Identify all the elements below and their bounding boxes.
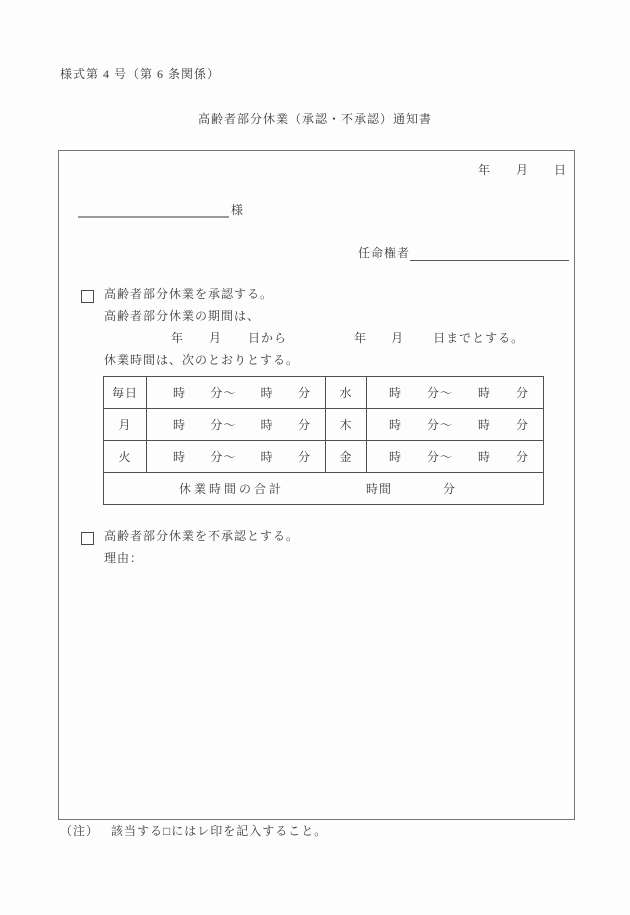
hour-label: 時: [173, 418, 187, 432]
appointer-label: 任命権者: [358, 246, 411, 260]
total-minutes-label: 分: [443, 482, 457, 496]
minute-to-label: 分: [297, 450, 311, 464]
time-cell-monday[interactable]: [147, 409, 326, 441]
minute-to-label: 分: [515, 450, 529, 464]
date-line: [478, 161, 567, 178]
date-day-label: 日: [553, 163, 567, 177]
footnote-label: （注）: [60, 824, 100, 838]
minute-to-label: 分: [297, 386, 311, 400]
hour-to-label: 時: [477, 386, 491, 400]
period-from-month: 月: [209, 331, 223, 345]
approve-label: 高齢者部分休業を承認する。: [104, 287, 274, 301]
day-label-thursday: 木: [326, 409, 367, 441]
time-cell-tuesday[interactable]: [147, 441, 326, 473]
day-label-monday: 月: [104, 409, 147, 441]
addressee-suffix: 様: [231, 203, 245, 217]
period-from-year: 年: [171, 331, 185, 345]
hour-to-label: 時: [260, 450, 274, 464]
hours-intro: 休業時間は、次のとおりとする。: [104, 353, 300, 367]
approve-checkbox[interactable]: [81, 290, 94, 303]
total-cell[interactable]: [104, 473, 544, 505]
period-to-day: 日までとする。: [433, 331, 525, 345]
table-total-row: [104, 473, 544, 505]
reason-label: 理由：: [104, 551, 144, 565]
time-cell-everyday[interactable]: [147, 377, 326, 409]
hour-label: 時: [173, 450, 187, 464]
day-label-wednesday: 水: [326, 377, 367, 409]
hour-label: 時: [389, 386, 403, 400]
day-label-tuesday: 火: [104, 441, 147, 473]
minute-from-label: 分～: [426, 386, 453, 400]
footnote-text: 該当する□にはレ印を記入すること。: [111, 824, 328, 838]
period-to-month: 月: [391, 331, 405, 345]
period-line: [104, 327, 524, 349]
table-row: [104, 441, 544, 473]
period-from-day: 日から: [248, 331, 288, 345]
time-cell-friday[interactable]: [367, 441, 544, 473]
day-label-friday: 金: [326, 441, 367, 473]
addressee-name-field[interactable]: [78, 201, 229, 218]
minute-from-label: 分～: [426, 418, 453, 432]
table-row: [104, 409, 544, 441]
table-row: [104, 377, 544, 409]
deny-label: 高齢者部分休業を不承認とする。: [104, 529, 300, 543]
hour-label: 時: [389, 450, 403, 464]
date-month-label: 月: [515, 163, 529, 177]
footnote: [60, 822, 327, 839]
hour-to-label: 時: [477, 418, 491, 432]
minute-to-label: 分: [297, 418, 311, 432]
approval-section: [104, 283, 524, 371]
addressee-line: [78, 201, 244, 218]
form-frame: [58, 150, 575, 820]
hour-to-label: 時: [260, 386, 274, 400]
minute-from-label: 分～: [210, 450, 237, 464]
total-label: 休業時間の合計: [179, 482, 285, 496]
appointer-line: [358, 244, 569, 261]
date-year-label: 年: [477, 163, 491, 177]
time-cell-thursday[interactable]: [367, 409, 544, 441]
hour-label: 時: [389, 418, 403, 432]
total-hours-label: 時間: [366, 482, 393, 496]
time-cell-wednesday[interactable]: [367, 377, 544, 409]
appointer-name-field[interactable]: [410, 245, 569, 261]
minute-to-label: 分: [515, 386, 529, 400]
day-label-everyday: 毎日: [104, 377, 147, 409]
hour-label: 時: [173, 386, 187, 400]
deny-checkbox[interactable]: [81, 532, 94, 545]
minute-from-label: 分～: [426, 450, 453, 464]
hour-to-label: 時: [477, 450, 491, 464]
leave-hours-table: [103, 376, 544, 505]
minute-from-label: 分～: [210, 386, 237, 400]
period-to-year: 年: [354, 331, 368, 345]
document-title: 高齢者部分休業（承認・不承認）通知書: [197, 112, 432, 126]
period-intro: 高齢者部分休業の期間は、: [104, 309, 261, 323]
hour-to-label: 時: [260, 418, 274, 432]
minute-to-label: 分: [515, 418, 529, 432]
minute-from-label: 分～: [210, 418, 237, 432]
form-number: 様式第 4 号（第 6 条関係）: [60, 67, 221, 81]
